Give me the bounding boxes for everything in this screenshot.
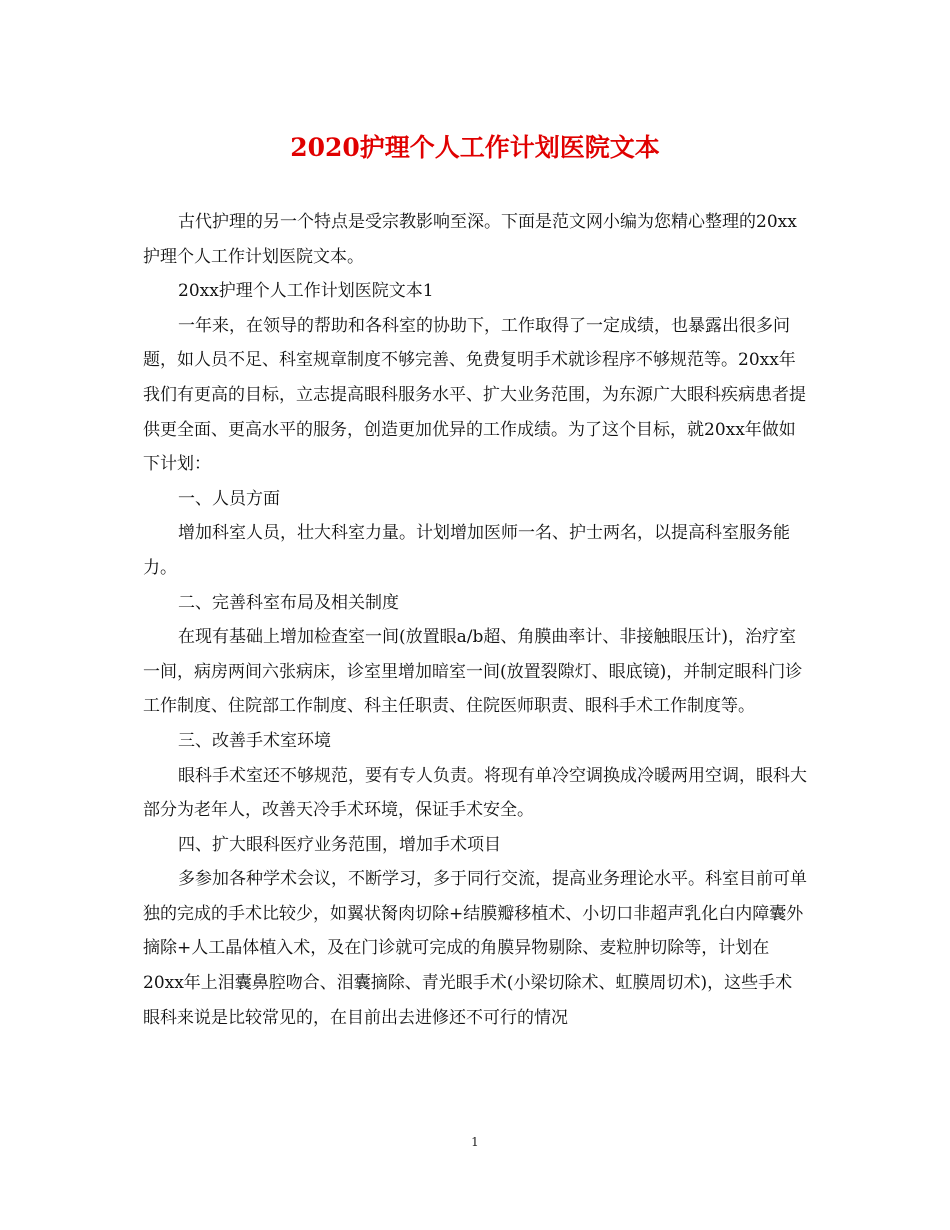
page-number: 1	[471, 1135, 479, 1149]
section-heading-scope: 四、扩大眼科医疗业务范围，增加手术项目	[178, 834, 501, 855]
paragraph-subtitle: 20xx护理个人工作计划医院文本1	[178, 281, 434, 302]
document-title: 2020护理个人工作计划医院文本	[290, 133, 660, 162]
paragraph-staff: 增加科室人员，壮大科室力量。计划增加医师一名、护士两名，以提高科室服务能力。	[143, 523, 790, 578]
document-body	[143, 205, 808, 1035]
paragraph-intro: 古代护理的另一个特点是受宗教影响至深。下面是范文网小编为您精心整理的20xx护理个人工作计划医院文本。	[143, 212, 797, 267]
section-heading-operating-room: 三、改善手术室环境	[178, 730, 331, 751]
paragraph-summary: 一年来，在领导的帮助和各科室的协助下，工作取得了一定成绩，也暴露出很多问题，如人员不足、科室规章制度不够完善、免费复明手术就诊程序不够规范等。20xx年我们有更高的目标，立志提高眼科服务水平、扩大业务范围，为东源广大眼科疾病患者提供更全面、更高水平的服务，创造更加优异的工作成绩。为了这个目标，就20xx年做如下计划：	[143, 315, 806, 475]
section-heading-staff: 一、人员方面	[178, 488, 280, 509]
section-heading-layout: 二、完善科室布局及相关制度	[178, 592, 399, 613]
paragraph-operating-room: 眼科手术室还不够规范，要有专人负责。将现有单冷空调换成冷暖两用空调，眼科大部分为老年人，改善天冷手术环境，保证手术安全。	[143, 765, 807, 821]
paragraph-layout: 在现有基础上增加检查室一间(放置眼a/b超、角膜曲率计、非接触眼压计)，治疗室一间，病房两间六张病床，诊室里增加暗室一间(放置裂隙灯、眼底镜)，并制定眼科门诊工作制度、住院部工作制度、科主任职责、住院医师职责、眼科手术工作制度等。	[143, 627, 803, 717]
paragraph-scope: 多参加各种学术会议，不断学习，多于同行交流，提高业务理论水平。科室目前可单独的完成的手术比较少，如翼状胬肉切除+结膜瓣移植术、小切口非超声乳化白内障囊外摘除+人工晶体植入术，及在门诊就可完成的角膜异物剔除、麦粒肿切除等，计划在20xx年上泪囊鼻腔吻合、泪囊摘除、青光眼手术(小梁切除术、虹膜周切术)，这些手术眼科来说是比较常见的，在目前出去进修还不可行的情况	[143, 869, 807, 1028]
